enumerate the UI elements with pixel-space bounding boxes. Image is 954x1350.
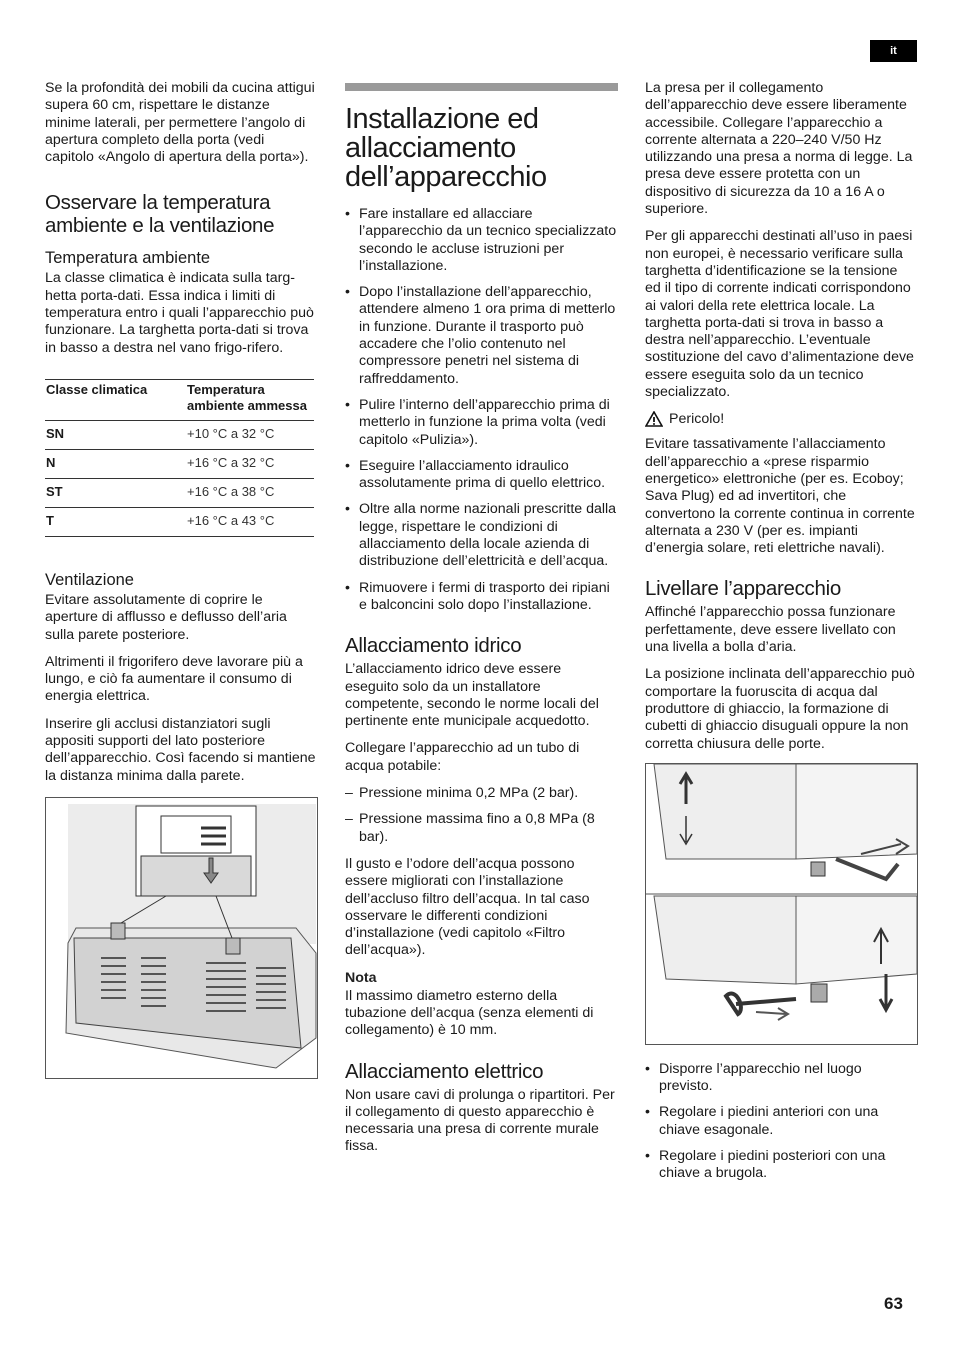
note-text: Il massimo diametro esterno della tubazione dell’acqua (senza elementi di collegamento) è 10 mm. <box>345 987 594 1039</box>
table-row <box>45 449 314 478</box>
list-item: – Pressione minima 0,2 MPa (2 bar). <box>345 785 618 802</box>
list-item: • Disporre l’apparecchio nel luogo previsto. <box>645 1061 917 1096</box>
warning-triangle-icon <box>645 411 663 427</box>
danger-heading <box>645 411 917 427</box>
danger-text: Evitare tassativamente l’allacciamento dell’apparecchio a «prese risparmio energetico» elettroniche (per es. Ecoboy; Sava Plug) ed ad invertitori, che convertono la corrente continua in corrente alternata a 230 V (per es. impianti d’energia solare, reti elettriche navali). <box>645 436 915 557</box>
ventilazione-p3: Inserire gli acclusi distanziatori sugli appositi supporti del lato posteriore dell’apparecchio. Così facendo si mantiene la distanza minima dalla parete. <box>45 715 316 784</box>
elettrico-p2: La presa per il collegamento dell’apparecchio deve essere liberamente accessibile. Collegare l’apparecchio a corrente alternata a 220–240 V/50 Hz utilizzando una presa a norma di legge. La presa deve essere protetta con un dispositivo di sicurezza da 10 a 16 A o superiore. <box>645 80 913 218</box>
section-title-temperature: Osservare la temperatura ambiente e la ventilazione <box>45 191 275 238</box>
section-title-idrico: Allacciamento idrico <box>345 634 522 658</box>
table-cell-class: ST <box>45 478 186 507</box>
leveling-bullet-list <box>645 1061 917 1183</box>
list-item: • Regolare i piedini posteriori con una chiave a brugola. <box>645 1148 917 1183</box>
column-1 <box>45 80 317 1079</box>
language-badge: it <box>870 40 917 62</box>
leveling-illustration <box>645 763 918 1045</box>
section-title-livellare: Livellare l’apparecchio <box>645 577 841 601</box>
livellare-p2: La posizione inclinata dell’apparecchio può comportare la fuoruscita di acqua dal produttore di ghiaccio, la formazione di cubetti di ghiaccio disuguali oppure la non corretta chiusura delle porte. <box>645 666 915 752</box>
idrico-p2: Collegare l’apparecchio ad un tubo di acqua potabile: <box>345 740 580 774</box>
list-item: • Regolare i piedini anteriori con una chiave esagonale. <box>645 1104 917 1139</box>
temperatura-text: La classe climatica è indicata sulla targ-hetta porta-dati. Essa indica i limiti di temperatura entro i quali l’apparecchio può funzionare. La targhetta porta-dati si trova in basso a destra nel vano frigo-rifero. <box>45 270 314 356</box>
fridge-back-illustration <box>45 797 318 1079</box>
list-item: • Rimuovere i fermi di trasporto dei ripiani e balconcini solo dopo l’installazione. <box>345 580 618 615</box>
climate-class-table <box>45 379 314 537</box>
idrico-p1: L’allacciamento idrico deve essere eseguito solo da un installatore competente, secondo le norme locali del pertinente ente municipale acquedotto. <box>345 661 599 730</box>
livellare-p1: Affinché l’apparecchio possa funzionare perfettamente, deve essere livellato con una livella a bolla d’aria. <box>645 604 896 656</box>
table-row <box>45 507 314 536</box>
column-2 <box>345 80 618 1166</box>
list-item: • Oltre alla norme nazionali prescritte dalla legge, rispettare le condizioni di allacciamento della locale azienda di distribuzione dell’elettricità e dell’acqua. <box>345 501 618 570</box>
ventilazione-p2: Altrimenti il frigorifero deve lavorare più a lungo, e ciò fa aumentare il consumo di energia elettrica. <box>45 653 303 705</box>
elettrico-p3: Per gli apparecchi destinati all’uso in paesi non europei, è necessario verificare sulla targhetta d’identificazione se la tensione ed il tipo di corrente indicati corrispondono ai valori della rete elettrica locale. La targhetta porta-dati si trova in basso a destra nell’apparecchio. L’eventuale sostituzione del cavo d’alimentazione deve essere eseguita solo da un tecnico specializzato. <box>645 228 914 401</box>
table-cell-temp: +10 °C a 32 °C <box>186 420 314 449</box>
table-cell-class: T <box>45 507 186 536</box>
table-cell-temp: +16 °C a 43 °C <box>186 507 314 536</box>
intro-paragraph: Se la profondità dei mobili da cucina attigui supera 60 cm, rispettare le distanze minime laterali, per permettere l’angolo di apertura completo della porta (vedi capitolo «Angolo di apertura della porta»). <box>45 80 315 166</box>
list-item: – Pressione massima fino a 0,8 MPa (8 bar). <box>345 811 618 846</box>
leveling-diagram-svg <box>646 764 917 1044</box>
table-row <box>45 478 314 507</box>
table-cell-class: N <box>45 449 186 478</box>
page-number: 63 <box>884 1294 903 1313</box>
spacer-diagram-svg <box>46 798 317 1078</box>
table-header-class: Classe climatica <box>45 379 186 420</box>
table-cell-temp: +16 °C a 38 °C <box>186 478 314 507</box>
ventilazione-p1: Evitare assolutamente di coprire le aperture di afflusso e deflusso dell’aria sulla parete posteriore. <box>45 591 287 643</box>
list-item: • Dopo l’installazione dell’apparecchio, attendere almeno 1 ora prima di metterlo in funzione. Durante il trasporto può accadere che l’olio contenuto nel compressore penetri nel sistema di raffreddamento. <box>345 284 618 388</box>
list-item: • Eseguire l’allacciamento idraulico assolutamente prima di quello elettrico. <box>345 458 618 493</box>
idrico-p3: Il gusto e l’odore dell’acqua possono essere migliorati con l’installazione dell’accluso filtro dell’acqua. In tal caso osservare le differenti condizioni d’installazione (vedi capitolo «Filtro dell’acqua»). <box>345 855 590 959</box>
section-divider-bar <box>345 83 618 91</box>
list-item: • Pulire l’interno dell’apparecchio prima di metterlo in funzione la prima volta (vedi capitolo «Pulizia»). <box>345 397 618 449</box>
note-label: Nota <box>345 969 377 986</box>
subtitle-temperatura: Temperatura ambiente <box>45 249 211 268</box>
subtitle-ventilazione: Ventilazione <box>45 570 134 589</box>
section-title-elettrico: Allacciamento elettrico <box>345 1059 544 1083</box>
list-item: • Fare installare ed allacciare l’apparecchio da un tecnico specializzato secondo le accluse istruzioni per l’installazione. <box>345 206 618 275</box>
installation-bullet-list <box>345 206 618 614</box>
table-row <box>45 420 314 449</box>
table-header-temp: Temperatura ambiente ammessa <box>186 379 314 420</box>
page-title: Installazione ed allacciamento dell’apparecchio <box>345 103 547 193</box>
danger-label: Pericolo! <box>669 411 725 428</box>
elettrico-p1: Non usare cavi di prolunga o ripartitori. Per il collegamento di questo apparecchio è necessaria una presa di corrente murale fissa. <box>345 1086 615 1155</box>
table-cell-class: SN <box>45 420 186 449</box>
pressure-list <box>345 785 618 846</box>
column-3 <box>645 80 917 1193</box>
table-cell-temp: +16 °C a 32 °C <box>186 449 314 478</box>
